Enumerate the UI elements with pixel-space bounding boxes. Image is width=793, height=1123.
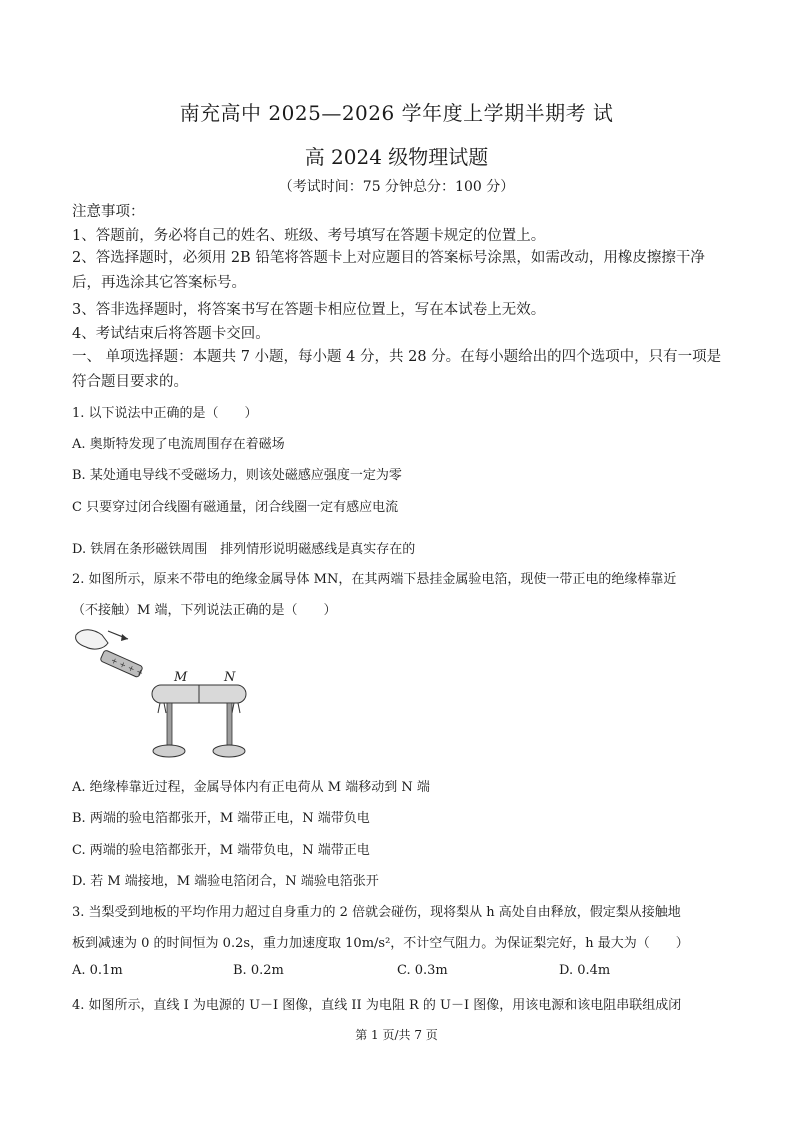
question-2-option: B. 两端的验电箔都张开，M 端带正电，N 端带负电 (72, 811, 370, 826)
question-3-option: C. 0.3m (397, 963, 448, 978)
exam-subtitle: 高 2024 级物理试题 (304, 145, 489, 169)
question-3-stem: 板到减速为 0 的时间恒为 0.2s，重力加速度取 10m/s²，不计空气阻力。为保证梨完好，h 最大为（ ） (72, 936, 689, 951)
svg-text:+ + + +: + + + + (109, 655, 145, 678)
question-2-option: C. 两端的验电箔都张开，M 端带负电，N 端带正电 (72, 843, 370, 858)
exam-time-info: （考试时间：75 分钟总分：100 分） (278, 179, 515, 195)
question-3-stem: 3. 当梨受到地板的平均作用力超过自身重力的 2 倍就会碰伤，现将梨从 h 高处自由释放，假定梨从接触地 (72, 905, 681, 920)
question-1-option: D. 铁屑在条形磁铁周围 排列情形说明磁感线是真实存在的 (72, 542, 416, 557)
note-item: 3、答非选择题时，将答案书写在答题卡相应位置上，写在本试卷上无效。 (72, 302, 546, 318)
note-item: 1、答题前，务必将自己的姓名、班级、考号填写在答题卡规定的位置上。 (72, 228, 546, 244)
notes-heading: 注意事项： (72, 204, 145, 220)
question-2-stem: （不接触）M 端，下列说法正确的是（ ） (72, 603, 337, 618)
question-2-stem: 2. 如图所示，原来不带电的绝缘金属导体 MN，在其两端下悬挂金属验电箔，现使一带正电的绝缘棒靠近 (72, 572, 677, 587)
question-1-option: B. 某处通电导线不受磁场力，则该处磁感应强度一定为零 (72, 468, 402, 483)
question-3-option: A. 0.1m (72, 963, 123, 978)
electroscope-figure (72, 625, 262, 765)
question-2-option: D. 若 M 端接地，M 端验电箔闭合，N 端验电箔张开 (72, 874, 379, 889)
question-4-stem: 4. 如图所示，直线 I 为电源的 U－I 图像，直线 II 为电阻 R 的 U－I 图像，用该电源和该电阻串联组成闭 (72, 998, 682, 1013)
note-item: 4、考试结束后将答题卡交回。 (72, 326, 270, 342)
note-item: 2、答选择题时，必须用 2B 铅笔将答题卡上对应题目的答案标号涂黑，如需改动，用橡皮擦擦干净后，再选涂其它答案标号。 (72, 250, 705, 291)
question-2-option: A. 绝缘棒靠近过程，金属导体内有正电荷从 M 端移动到 N 端 (72, 780, 430, 795)
label-n: N (224, 670, 236, 685)
exam-title: 南充高中 2025—2026 学年度上学期半期考 试 (179, 101, 614, 125)
question-1-option: A. 奥斯特发现了电流周围存在着磁场 (72, 437, 285, 452)
page-number: 第 1 页/共 7 页 (355, 1028, 438, 1042)
question-3-option: B. 0.2m (233, 963, 284, 978)
section-intro: 一、 单项选择题：本题共 7 小题，每小题 4 分，共 28 分。在每小题给出的四个选项中，只有一项是符合题目要求的。 (72, 349, 722, 390)
question-1-stem: 1. 以下说法中正确的是（ ） (72, 406, 258, 421)
question-1-option: C 只要穿过闭合线圈有磁通量，闭合线圈一定有感应电流 (72, 500, 399, 515)
question-3-option: D. 0.4m (559, 963, 611, 978)
label-m: M (174, 670, 188, 685)
hand-icon (76, 630, 108, 649)
